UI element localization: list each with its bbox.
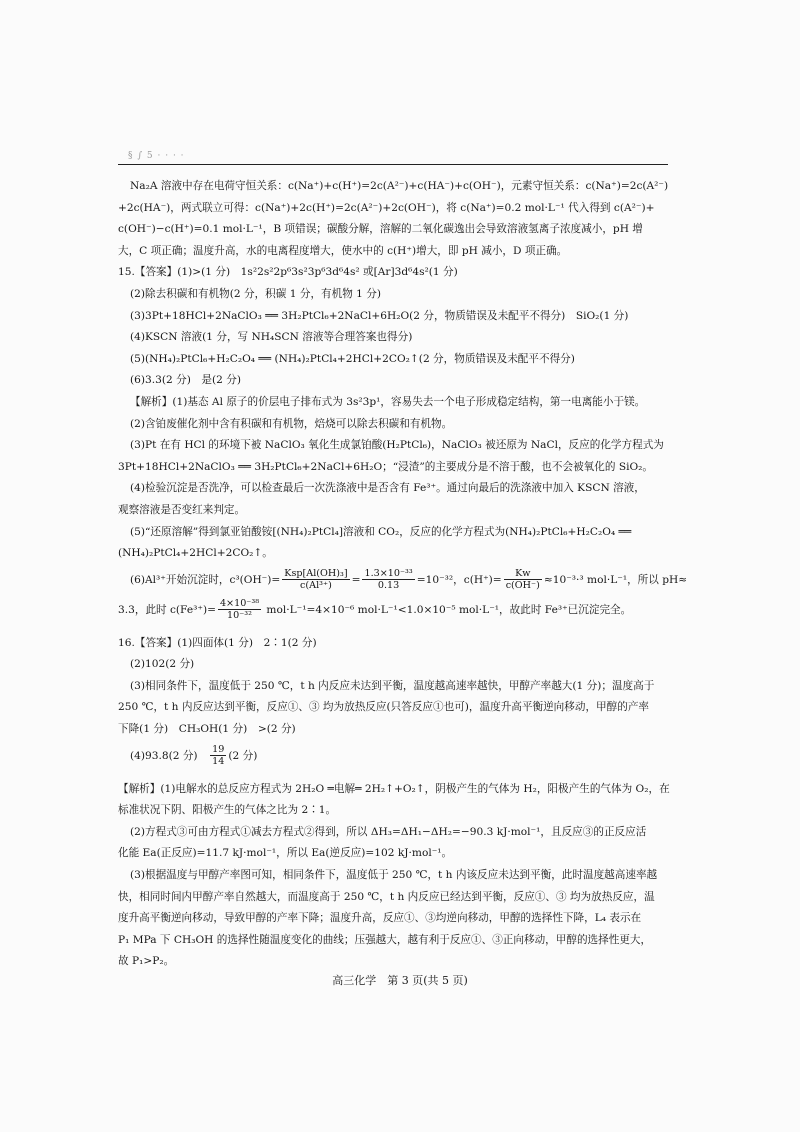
header-mark: § ∫ 5 · · · · (128, 151, 185, 161)
formula-line (118, 595, 673, 625)
text-line: (2)除去积碳和有机物(2 分，积碳 1 分，有机物 1 分) (130, 287, 382, 300)
fraction-denominator: 0.13 (377, 580, 400, 592)
formula-line (118, 741, 673, 771)
text-line: (4)KSCN 溶液(1 分，写 NH₄SCN 溶液等合理答案也得分) (130, 331, 413, 344)
fraction-numerator: Ksp[Al(OH)₃] (284, 568, 348, 580)
text-line: (3)相同条件下，温度低于 250 ℃，t h 内反应未达到平衡，温度越高速率越快，甲醇产率越大(1 分)；温度高于 (130, 679, 655, 692)
text-line: Na₂A 溶液中存在电荷守恒关系：c(Na⁺)+c(H⁺)=2c(A²⁻)+c(HA⁻)+c(OH⁻)，元素守恒关系：c(Na⁺)=2c(A²⁻) (130, 180, 669, 192)
text-line: c(OH⁻)−c(H⁺)=0.1 mol·L⁻¹，B 项错误；碳酸分解，溶解的二氧化碳逸出会导致溶液氢离子浓度减小，pH 增 (118, 223, 643, 236)
text-line: 3Pt+18HCl+2NaClO₃ ══ 3H₂PtCl₆+2NaCl+6H₂O；“浸渣”的主要成分是不溶于酸，也不会被氧化的 SiO₂。 (118, 460, 654, 473)
q15-answer-heading: 15.【答案】(1)>(1 分) 1s²2s²2p⁶3s²3p⁶3d⁶4s² 或[Ar]3d⁶4s²(1 分) (118, 266, 458, 279)
text-part: = (351, 573, 361, 586)
fraction (218, 598, 261, 621)
fraction-numerator: Kw (504, 568, 542, 580)
text-line: (2)方程式③可由方程式①减去方程式②得到，所以 ΔH₃=ΔH₁−ΔH₂=−90.3 kJ·mol⁻¹，且反应③的正反应活 (130, 825, 647, 838)
fraction-numerator: 4×10⁻³⁸ (219, 598, 260, 610)
text-line: 标准状况下阴、阳极产生的气体之比为 2∶1。 (118, 804, 337, 817)
text-line: 250 ℃，t h 内反应达到平衡，反应①、③ 均为放热反应(只答反应①也可)，温度升高平衡逆向移动，甲醇的产率 (118, 701, 650, 714)
text-line: (5)“还原溶解”得到氯亚铂酸铵[(NH₄)₂PtCl₄]溶液和 CO₂，反应的化学方程式为(NH₄)₂PtCl₆+H₂C₂O₄ ══ (130, 525, 632, 538)
text-line: 快，相同时间内甲醇产率自然越大，而温度高于 250 ℃，t h 内反应已经达到平衡，反应①、③ 均为放热反应，温 (118, 890, 655, 903)
text-line: (2)含铂废催化剂中含有积碳和有机物，焙烧可以除去积碳和有机物。 (130, 417, 453, 430)
text-part: 3.3，此时 c(Fe³⁺)= (118, 603, 216, 616)
fraction-numerator: 19 (212, 744, 225, 756)
fraction (504, 568, 542, 591)
text-line: 化能 Ea(正反应)=11.7 kJ·mol⁻¹，所以 Ea(逆反应)=102 kJ·mol⁻¹。 (118, 847, 453, 860)
text-line: 观察溶液是否变红来判定。 (118, 503, 246, 516)
q16-answer-heading: 16.【答案】(1)四面体(1 分) 2∶1(2 分) (118, 636, 317, 649)
q16-analysis-heading: 【解析】(1)电解水的总反应方程式为 2H₂O ═电解═ 2H₂↑+O₂↑，阴极产生的气体为 H₂，阳极产生的气体为 O₂，在 (118, 782, 670, 795)
fraction (210, 744, 226, 767)
answer-content (118, 176, 688, 973)
text-line: (3)3Pt+18HCl+2NaClO₃ ══ 3H₂PtCl₆+2NaCl+6H₂O(2 分，物质错误及未配平不得分) SiO₂(1 分) (130, 309, 629, 322)
text-line: (3)Pt 在有 HCl 的环境下被 NaClO₃ 氧化生成氯铂酸(H₂PtCl₆)，NaClO₃ 被还原为 NaCl，反应的化学方程式为 (130, 439, 664, 452)
header-rule (118, 164, 668, 165)
text-part: mol·L⁻¹=4×10⁻⁶ mol·L⁻¹<1.0×10⁻⁵ mol·L⁻¹，故此时 Fe³⁺已沉淀完全。 (263, 603, 632, 616)
fraction-numerator: 1.3×10⁻³³ (364, 568, 413, 580)
page-footer: 高三化学 第 3 页(共 5 页) (332, 974, 468, 987)
fraction-denominator: 10⁻³² (227, 610, 252, 622)
text-line: P₁ MPa 下 CH₃OH 的选择性随温度变化的曲线；压强越大，越有利于反应①、③正向移动，甲醇的选择性更大， (118, 933, 652, 946)
fraction (362, 568, 414, 591)
text-part: ≈10⁻³·³ mol·L⁻¹，所以 pH≈ (543, 573, 688, 586)
text-line: (NH₄)₂PtCl₄+2HCl+2CO₂↑。 (118, 547, 273, 560)
formula-line (118, 565, 688, 595)
text-part: (6)Al³⁺开始沉淀时，c³(OH⁻)= (130, 573, 281, 586)
fraction-denominator: 14 (212, 756, 225, 768)
text-line: (5)(NH₄)₂PtCl₆+H₂C₂O₄ ══ (NH₄)₂PtCl₄+2HCl+2CO₂↑(2 分，物质错误及未配平不得分) (130, 352, 575, 365)
text-line: 下降(1 分) CH₃OH(1 分) >(2 分) (118, 723, 296, 736)
text-line: +2c(HA⁻)，两式联立可得：c(Na⁺)+2c(H⁺)=2c(A²⁻)+2c(OH⁻)，将 c(Na⁺)=0.2 mol·L⁻¹ 代入得到 c(A²⁻)+ (118, 201, 655, 214)
text-line: 大，C 项正确；温度升高，水的电离程度增大，使水中的 c(H⁺)增大，即 pH 减小，D 项正确。 (118, 244, 568, 257)
text-line: (3)根据温度与甲醇产率图可知，相同条件下，温度低于 250 ℃，t h 内该反应未达到平衡，此时温度越高速率越 (130, 869, 658, 882)
fraction-denominator: c(OH⁻) (505, 580, 540, 592)
fraction-denominator: c(Al³⁺) (300, 580, 332, 592)
text-line: (2)102(2 分) (130, 658, 195, 671)
text-part: (2 分) (228, 749, 258, 762)
text-line: (6)3.3(2 分) 是(2 分) (130, 374, 241, 387)
q15-analysis-heading: 【解析】(1)基态 Al 原子的价层电子排布式为 3s²3p¹，容易失去一个电子形成稳定结构，第一电离能小于镁。 (130, 395, 646, 408)
text-part: =10⁻³²，c(H⁺)= (416, 573, 502, 586)
text-line: 故 P₁>P₂。 (118, 955, 175, 968)
text-line: 度升高平衡逆向移动，导致甲醇的产率下降；温度升高，反应①、③均逆向移动，甲醇的选择性下降，L₄ 表示在 (118, 912, 642, 925)
text-line: (4)检验沉淀是否洗净，可以检查最后一次洗涤液中是否含有 Fe³⁺。通过向最后的洗涤液中加入 KSCN 溶液， (130, 482, 645, 495)
text-part: (4)93.8(2 分) (130, 749, 209, 762)
fraction (282, 568, 349, 591)
